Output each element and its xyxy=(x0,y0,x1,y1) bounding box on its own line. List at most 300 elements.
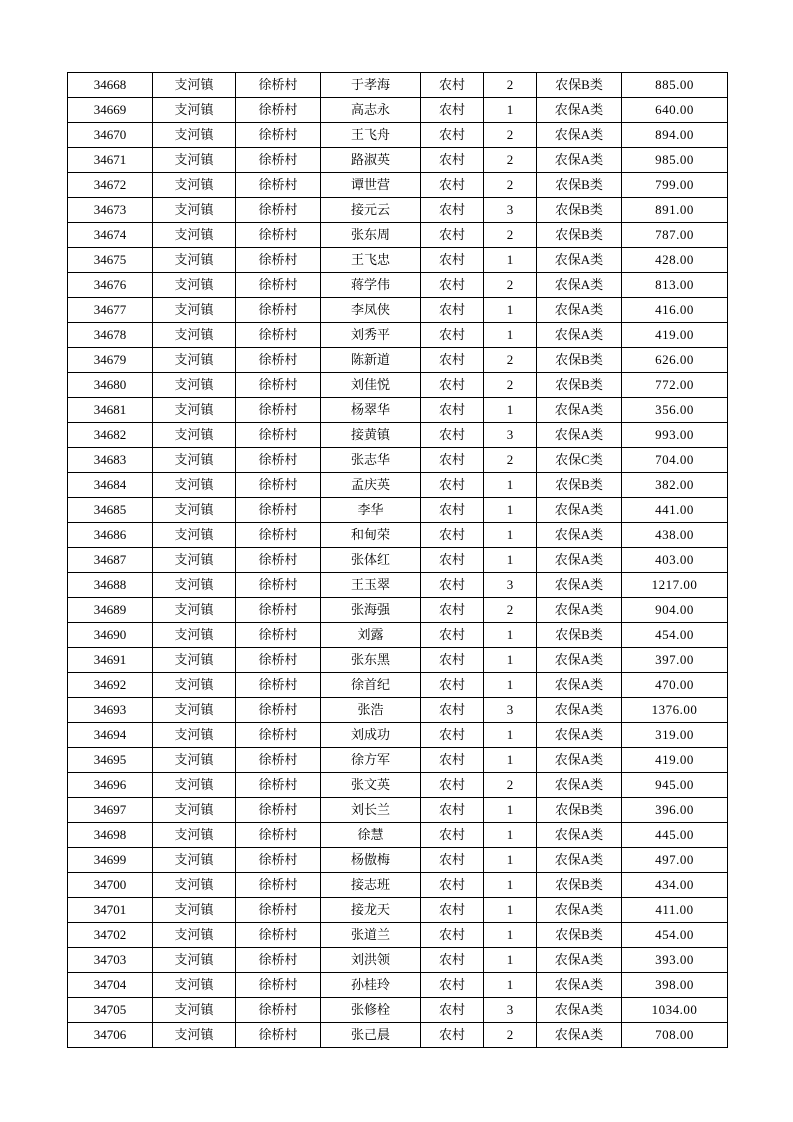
cell-town: 支河镇 xyxy=(153,998,236,1023)
table-row xyxy=(68,723,728,748)
cell-insurance-category: 农保A类 xyxy=(537,598,622,623)
cell-town: 支河镇 xyxy=(153,923,236,948)
cell-amount: 626.00 xyxy=(622,348,728,373)
cell-person-count: 1 xyxy=(484,798,537,823)
cell-amount: 419.00 xyxy=(622,323,728,348)
cell-insurance-category: 农保A类 xyxy=(537,973,622,998)
cell-residence-type: 农村 xyxy=(421,323,484,348)
cell-amount: 438.00 xyxy=(622,523,728,548)
cell-village: 徐桥村 xyxy=(236,948,321,973)
cell-amount: 772.00 xyxy=(622,373,728,398)
cell-serial-number: 34694 xyxy=(68,723,153,748)
table-row xyxy=(68,648,728,673)
cell-person-count: 2 xyxy=(484,148,537,173)
cell-village: 徐桥村 xyxy=(236,398,321,423)
cell-town: 支河镇 xyxy=(153,373,236,398)
cell-town: 支河镇 xyxy=(153,148,236,173)
cell-serial-number: 34676 xyxy=(68,273,153,298)
cell-town: 支河镇 xyxy=(153,523,236,548)
table-row xyxy=(68,223,728,248)
cell-serial-number: 34680 xyxy=(68,373,153,398)
cell-serial-number: 34688 xyxy=(68,573,153,598)
cell-residence-type: 农村 xyxy=(421,773,484,798)
table-body xyxy=(68,73,728,1048)
cell-village: 徐桥村 xyxy=(236,473,321,498)
table-row xyxy=(68,873,728,898)
cell-insurance-category: 农保B类 xyxy=(537,923,622,948)
cell-amount: 497.00 xyxy=(622,848,728,873)
table-row xyxy=(68,348,728,373)
cell-person-name: 张海强 xyxy=(321,598,421,623)
cell-village: 徐桥村 xyxy=(236,773,321,798)
cell-town: 支河镇 xyxy=(153,948,236,973)
table-row xyxy=(68,448,728,473)
cell-insurance-category: 农保B类 xyxy=(537,873,622,898)
cell-amount: 894.00 xyxy=(622,123,728,148)
cell-insurance-category: 农保A类 xyxy=(537,273,622,298)
cell-serial-number: 34687 xyxy=(68,548,153,573)
table-row xyxy=(68,423,728,448)
cell-insurance-category: 农保A类 xyxy=(537,723,622,748)
cell-amount: 704.00 xyxy=(622,448,728,473)
cell-serial-number: 34700 xyxy=(68,873,153,898)
cell-person-count: 3 xyxy=(484,573,537,598)
cell-amount: 445.00 xyxy=(622,823,728,848)
table-row xyxy=(68,923,728,948)
cell-person-count: 2 xyxy=(484,173,537,198)
cell-village: 徐桥村 xyxy=(236,248,321,273)
cell-person-count: 1 xyxy=(484,723,537,748)
cell-insurance-category: 农保A类 xyxy=(537,998,622,1023)
cell-residence-type: 农村 xyxy=(421,923,484,948)
cell-residence-type: 农村 xyxy=(421,273,484,298)
cell-person-count: 1 xyxy=(484,823,537,848)
cell-residence-type: 农村 xyxy=(421,623,484,648)
cell-insurance-category: 农保A类 xyxy=(537,773,622,798)
cell-town: 支河镇 xyxy=(153,98,236,123)
cell-amount: 419.00 xyxy=(622,748,728,773)
cell-town: 支河镇 xyxy=(153,273,236,298)
cell-person-count: 3 xyxy=(484,698,537,723)
cell-amount: 382.00 xyxy=(622,473,728,498)
cell-residence-type: 农村 xyxy=(421,398,484,423)
cell-town: 支河镇 xyxy=(153,548,236,573)
cell-amount: 434.00 xyxy=(622,873,728,898)
cell-amount: 1034.00 xyxy=(622,998,728,1023)
cell-village: 徐桥村 xyxy=(236,173,321,198)
cell-residence-type: 农村 xyxy=(421,73,484,98)
cell-village: 徐桥村 xyxy=(236,323,321,348)
cell-serial-number: 34675 xyxy=(68,248,153,273)
cell-serial-number: 34689 xyxy=(68,598,153,623)
cell-residence-type: 农村 xyxy=(421,948,484,973)
cell-residence-type: 农村 xyxy=(421,898,484,923)
cell-serial-number: 34677 xyxy=(68,298,153,323)
cell-amount: 891.00 xyxy=(622,198,728,223)
cell-insurance-category: 农保B类 xyxy=(537,473,622,498)
cell-person-name: 接龙天 xyxy=(321,898,421,923)
cell-amount: 787.00 xyxy=(622,223,728,248)
cell-town: 支河镇 xyxy=(153,1023,236,1048)
cell-person-count: 2 xyxy=(484,223,537,248)
cell-residence-type: 农村 xyxy=(421,723,484,748)
cell-insurance-category: 农保A类 xyxy=(537,698,622,723)
cell-insurance-category: 农保B类 xyxy=(537,73,622,98)
cell-serial-number: 34695 xyxy=(68,748,153,773)
cell-village: 徐桥村 xyxy=(236,73,321,98)
cell-insurance-category: 农保A类 xyxy=(537,748,622,773)
table-row xyxy=(68,248,728,273)
cell-town: 支河镇 xyxy=(153,598,236,623)
cell-town: 支河镇 xyxy=(153,773,236,798)
cell-village: 徐桥村 xyxy=(236,273,321,298)
table-row xyxy=(68,673,728,698)
cell-village: 徐桥村 xyxy=(236,898,321,923)
cell-town: 支河镇 xyxy=(153,973,236,998)
cell-village: 徐桥村 xyxy=(236,548,321,573)
cell-person-count: 1 xyxy=(484,98,537,123)
table-row xyxy=(68,1023,728,1048)
cell-person-count: 2 xyxy=(484,73,537,98)
cell-residence-type: 农村 xyxy=(421,973,484,998)
cell-town: 支河镇 xyxy=(153,298,236,323)
cell-town: 支河镇 xyxy=(153,848,236,873)
cell-village: 徐桥村 xyxy=(236,823,321,848)
cell-person-count: 2 xyxy=(484,373,537,398)
cell-person-name: 孟庆英 xyxy=(321,473,421,498)
cell-amount: 411.00 xyxy=(622,898,728,923)
cell-amount: 403.00 xyxy=(622,548,728,573)
cell-serial-number: 34670 xyxy=(68,123,153,148)
cell-village: 徐桥村 xyxy=(236,348,321,373)
table-row xyxy=(68,173,728,198)
cell-insurance-category: 农保B类 xyxy=(537,623,622,648)
cell-serial-number: 34706 xyxy=(68,1023,153,1048)
cell-person-count: 3 xyxy=(484,198,537,223)
cell-village: 徐桥村 xyxy=(236,623,321,648)
cell-residence-type: 农村 xyxy=(421,648,484,673)
cell-residence-type: 农村 xyxy=(421,448,484,473)
cell-person-count: 2 xyxy=(484,1023,537,1048)
cell-insurance-category: 农保A类 xyxy=(537,1023,622,1048)
cell-amount: 708.00 xyxy=(622,1023,728,1048)
cell-town: 支河镇 xyxy=(153,223,236,248)
cell-person-count: 1 xyxy=(484,748,537,773)
cell-person-name: 杨翠华 xyxy=(321,398,421,423)
cell-residence-type: 农村 xyxy=(421,298,484,323)
cell-town: 支河镇 xyxy=(153,473,236,498)
cell-person-name: 杨傲梅 xyxy=(321,848,421,873)
cell-village: 徐桥村 xyxy=(236,123,321,148)
cell-town: 支河镇 xyxy=(153,123,236,148)
cell-person-name: 张道兰 xyxy=(321,923,421,948)
cell-amount: 904.00 xyxy=(622,598,728,623)
cell-insurance-category: 农保A类 xyxy=(537,148,622,173)
cell-person-name: 接黄镇 xyxy=(321,423,421,448)
table-row xyxy=(68,598,728,623)
table-row xyxy=(68,548,728,573)
cell-person-name: 王飞舟 xyxy=(321,123,421,148)
cell-person-name: 张体红 xyxy=(321,548,421,573)
cell-amount: 428.00 xyxy=(622,248,728,273)
cell-town: 支河镇 xyxy=(153,198,236,223)
cell-person-count: 2 xyxy=(484,773,537,798)
cell-residence-type: 农村 xyxy=(421,98,484,123)
table-row xyxy=(68,473,728,498)
cell-person-name: 路淑英 xyxy=(321,148,421,173)
cell-person-count: 1 xyxy=(484,398,537,423)
cell-insurance-category: 农保B类 xyxy=(537,348,622,373)
cell-village: 徐桥村 xyxy=(236,698,321,723)
cell-insurance-category: 农保B类 xyxy=(537,373,622,398)
cell-village: 徐桥村 xyxy=(236,573,321,598)
cell-residence-type: 农村 xyxy=(421,423,484,448)
cell-residence-type: 农村 xyxy=(421,373,484,398)
cell-person-name: 刘秀平 xyxy=(321,323,421,348)
cell-village: 徐桥村 xyxy=(236,723,321,748)
cell-serial-number: 34679 xyxy=(68,348,153,373)
cell-insurance-category: 农保A类 xyxy=(537,498,622,523)
cell-village: 徐桥村 xyxy=(236,673,321,698)
cell-insurance-category: 农保A类 xyxy=(537,548,622,573)
cell-insurance-category: 农保A类 xyxy=(537,523,622,548)
cell-residence-type: 农村 xyxy=(421,498,484,523)
table-row xyxy=(68,148,728,173)
cell-residence-type: 农村 xyxy=(421,123,484,148)
cell-serial-number: 34692 xyxy=(68,673,153,698)
table-row xyxy=(68,998,728,1023)
cell-person-count: 1 xyxy=(484,973,537,998)
cell-amount: 799.00 xyxy=(622,173,728,198)
cell-town: 支河镇 xyxy=(153,248,236,273)
cell-town: 支河镇 xyxy=(153,673,236,698)
cell-person-count: 1 xyxy=(484,623,537,648)
cell-village: 徐桥村 xyxy=(236,148,321,173)
cell-town: 支河镇 xyxy=(153,623,236,648)
cell-residence-type: 农村 xyxy=(421,748,484,773)
cell-person-name: 张东黑 xyxy=(321,648,421,673)
table-row xyxy=(68,298,728,323)
cell-insurance-category: 农保A类 xyxy=(537,948,622,973)
roster-table xyxy=(67,72,728,1048)
cell-amount: 813.00 xyxy=(622,273,728,298)
cell-amount: 396.00 xyxy=(622,798,728,823)
cell-amount: 1217.00 xyxy=(622,573,728,598)
cell-village: 徐桥村 xyxy=(236,223,321,248)
cell-insurance-category: 农保A类 xyxy=(537,248,622,273)
cell-serial-number: 34669 xyxy=(68,98,153,123)
cell-residence-type: 农村 xyxy=(421,598,484,623)
cell-person-name: 张修栓 xyxy=(321,998,421,1023)
cell-insurance-category: 农保A类 xyxy=(537,673,622,698)
cell-person-count: 1 xyxy=(484,873,537,898)
cell-person-name: 刘成功 xyxy=(321,723,421,748)
cell-serial-number: 34684 xyxy=(68,473,153,498)
cell-serial-number: 34697 xyxy=(68,798,153,823)
cell-insurance-category: 农保C类 xyxy=(537,448,622,473)
cell-person-name: 谭世营 xyxy=(321,173,421,198)
cell-serial-number: 34683 xyxy=(68,448,153,473)
cell-person-count: 3 xyxy=(484,423,537,448)
cell-person-count: 2 xyxy=(484,598,537,623)
table-row xyxy=(68,623,728,648)
cell-serial-number: 34671 xyxy=(68,148,153,173)
cell-town: 支河镇 xyxy=(153,423,236,448)
table-row xyxy=(68,898,728,923)
cell-insurance-category: 农保A类 xyxy=(537,398,622,423)
cell-residence-type: 农村 xyxy=(421,248,484,273)
cell-insurance-category: 农保A类 xyxy=(537,823,622,848)
cell-village: 徐桥村 xyxy=(236,423,321,448)
cell-town: 支河镇 xyxy=(153,798,236,823)
cell-residence-type: 农村 xyxy=(421,348,484,373)
table-row xyxy=(68,123,728,148)
cell-person-name: 刘长兰 xyxy=(321,798,421,823)
cell-serial-number: 34673 xyxy=(68,198,153,223)
cell-insurance-category: 农保A类 xyxy=(537,98,622,123)
cell-person-name: 王飞忠 xyxy=(321,248,421,273)
cell-town: 支河镇 xyxy=(153,748,236,773)
cell-person-name: 和甸荣 xyxy=(321,523,421,548)
cell-person-count: 1 xyxy=(484,548,537,573)
cell-town: 支河镇 xyxy=(153,398,236,423)
cell-person-count: 1 xyxy=(484,673,537,698)
cell-amount: 993.00 xyxy=(622,423,728,448)
cell-insurance-category: 农保A类 xyxy=(537,648,622,673)
cell-person-count: 3 xyxy=(484,998,537,1023)
cell-residence-type: 农村 xyxy=(421,798,484,823)
cell-person-count: 1 xyxy=(484,498,537,523)
cell-amount: 640.00 xyxy=(622,98,728,123)
cell-person-name: 孙桂玲 xyxy=(321,973,421,998)
cell-insurance-category: 农保A类 xyxy=(537,323,622,348)
cell-residence-type: 农村 xyxy=(421,148,484,173)
cell-residence-type: 农村 xyxy=(421,1023,484,1048)
cell-amount: 441.00 xyxy=(622,498,728,523)
cell-residence-type: 农村 xyxy=(421,698,484,723)
cell-serial-number: 34674 xyxy=(68,223,153,248)
cell-serial-number: 34681 xyxy=(68,398,153,423)
cell-insurance-category: 农保A类 xyxy=(537,573,622,598)
cell-residence-type: 农村 xyxy=(421,873,484,898)
cell-person-name: 高志永 xyxy=(321,98,421,123)
cell-amount: 454.00 xyxy=(622,623,728,648)
cell-person-count: 1 xyxy=(484,298,537,323)
cell-person-name: 刘佳悦 xyxy=(321,373,421,398)
cell-serial-number: 34704 xyxy=(68,973,153,998)
cell-person-count: 2 xyxy=(484,348,537,373)
cell-serial-number: 34696 xyxy=(68,773,153,798)
cell-serial-number: 34703 xyxy=(68,948,153,973)
cell-serial-number: 34672 xyxy=(68,173,153,198)
table-row xyxy=(68,848,728,873)
cell-town: 支河镇 xyxy=(153,173,236,198)
cell-person-count: 2 xyxy=(484,273,537,298)
cell-residence-type: 农村 xyxy=(421,223,484,248)
cell-residence-type: 农村 xyxy=(421,173,484,198)
cell-village: 徐桥村 xyxy=(236,598,321,623)
cell-serial-number: 34668 xyxy=(68,73,153,98)
cell-town: 支河镇 xyxy=(153,498,236,523)
cell-insurance-category: 农保B类 xyxy=(537,198,622,223)
cell-insurance-category: 农保A类 xyxy=(537,298,622,323)
table-row xyxy=(68,273,728,298)
cell-amount: 356.00 xyxy=(622,398,728,423)
cell-town: 支河镇 xyxy=(153,323,236,348)
cell-town: 支河镇 xyxy=(153,73,236,98)
cell-amount: 393.00 xyxy=(622,948,728,973)
cell-town: 支河镇 xyxy=(153,873,236,898)
cell-village: 徐桥村 xyxy=(236,373,321,398)
table-row xyxy=(68,948,728,973)
cell-residence-type: 农村 xyxy=(421,573,484,598)
cell-village: 徐桥村 xyxy=(236,848,321,873)
cell-amount: 945.00 xyxy=(622,773,728,798)
cell-person-name: 张己晨 xyxy=(321,1023,421,1048)
cell-amount: 319.00 xyxy=(622,723,728,748)
cell-town: 支河镇 xyxy=(153,898,236,923)
cell-village: 徐桥村 xyxy=(236,923,321,948)
cell-amount: 416.00 xyxy=(622,298,728,323)
cell-person-name: 于孝海 xyxy=(321,73,421,98)
cell-residence-type: 农村 xyxy=(421,673,484,698)
table-row xyxy=(68,198,728,223)
cell-insurance-category: 农保A类 xyxy=(537,848,622,873)
cell-person-name: 刘露 xyxy=(321,623,421,648)
cell-person-name: 张志华 xyxy=(321,448,421,473)
cell-person-name: 接志班 xyxy=(321,873,421,898)
cell-person-name: 陈新道 xyxy=(321,348,421,373)
cell-insurance-category: 农保A类 xyxy=(537,123,622,148)
cell-town: 支河镇 xyxy=(153,573,236,598)
cell-village: 徐桥村 xyxy=(236,973,321,998)
cell-village: 徐桥村 xyxy=(236,648,321,673)
cell-serial-number: 34705 xyxy=(68,998,153,1023)
table-row xyxy=(68,98,728,123)
cell-person-count: 1 xyxy=(484,898,537,923)
cell-town: 支河镇 xyxy=(153,448,236,473)
cell-person-name: 接元云 xyxy=(321,198,421,223)
cell-village: 徐桥村 xyxy=(236,298,321,323)
cell-village: 徐桥村 xyxy=(236,523,321,548)
cell-person-count: 1 xyxy=(484,523,537,548)
cell-residence-type: 农村 xyxy=(421,523,484,548)
cell-person-count: 2 xyxy=(484,123,537,148)
cell-serial-number: 34690 xyxy=(68,623,153,648)
cell-insurance-category: 农保B类 xyxy=(537,798,622,823)
cell-person-name: 王玉翠 xyxy=(321,573,421,598)
cell-amount: 985.00 xyxy=(622,148,728,173)
cell-amount: 885.00 xyxy=(622,73,728,98)
table-row xyxy=(68,748,728,773)
cell-town: 支河镇 xyxy=(153,348,236,373)
cell-residence-type: 农村 xyxy=(421,198,484,223)
cell-town: 支河镇 xyxy=(153,823,236,848)
cell-person-name: 李华 xyxy=(321,498,421,523)
cell-village: 徐桥村 xyxy=(236,98,321,123)
cell-person-name: 张文英 xyxy=(321,773,421,798)
cell-insurance-category: 农保A类 xyxy=(537,898,622,923)
cell-serial-number: 34702 xyxy=(68,923,153,948)
cell-serial-number: 34686 xyxy=(68,523,153,548)
cell-town: 支河镇 xyxy=(153,723,236,748)
cell-person-count: 1 xyxy=(484,648,537,673)
cell-village: 徐桥村 xyxy=(236,748,321,773)
cell-village: 徐桥村 xyxy=(236,998,321,1023)
cell-person-name: 徐首纪 xyxy=(321,673,421,698)
cell-serial-number: 34698 xyxy=(68,823,153,848)
table-row xyxy=(68,573,728,598)
